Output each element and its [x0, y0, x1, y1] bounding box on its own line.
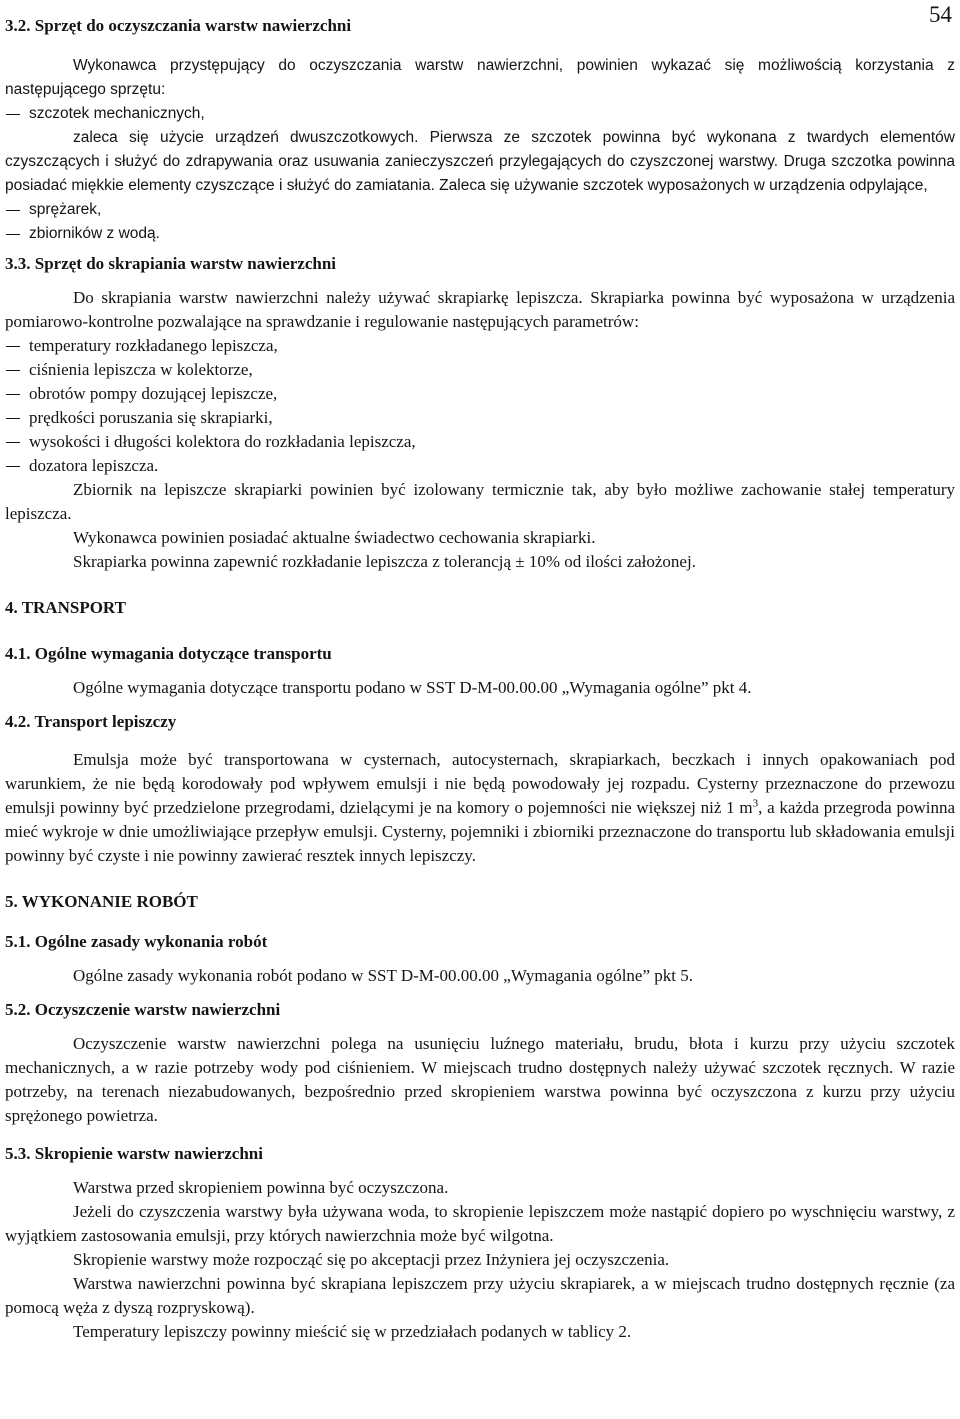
certificate-text: Wykonawca powinien posiadać aktualne świadectwo cechowania skrapiarki.	[73, 528, 596, 547]
section-5-heading: 5. WYKONANIE ROBÓT	[5, 892, 198, 911]
list-item: wysokości i długości kolektora do rozkładania lepiszcza,	[5, 430, 955, 454]
parameters-list	[5, 334, 955, 478]
section-5-2-heading: 5.2. Oczyszczenie warstw nawierzchni	[5, 1000, 281, 1019]
section-5-3-p1: Warstwa przed skropieniem powinna być oczyszczona.	[73, 1178, 449, 1197]
section-4-2-text	[5, 748, 955, 868]
section-5-3-p2: Jeżeli do czyszczenia warstwy była używana woda, to skropienie lepiszczem może nastąpić dopiero po wyschnięciu warstwy, z wyjątkiem zastosowania emulsji, przy których nawierzchnia może być wilgotna.	[5, 1202, 955, 1245]
brush-recommendation: zaleca się użycie urządzeń dwuszczotkowych.	[73, 129, 419, 146]
section-3-3-heading: 3.3. Sprzęt do skrapiania warstw nawierzchni	[5, 254, 337, 273]
section-4-1-text: Ogólne wymagania dotyczące transportu podano w SST D-M-00.00.00 „Wymagania ogólne” pkt 4.	[73, 678, 752, 697]
list-item: prędkości poruszania się skrapiarki,	[5, 406, 955, 430]
emulsion-transport-text: Emulsja może być transportowana w cysternach, autocysternach, skrapiarkach, beczkach i innych opakowaniach pod warunkiem, że nie będą korodowały pod wpływem emulsji i nie będą powodowały jej rozpadu. Cysterny przeznaczone do przewozu emulsji powinny być przedzielone przegrodami, dzielącymi je na komory o pojemności nie większej niż 1 m	[5, 750, 955, 817]
section-4-heading: 4. TRANSPORT	[5, 598, 126, 617]
section-5-3-p3: Skropienie warstwy może rozpocząć się po akceptacji przez Inżyniera jej oczyszczenia.	[73, 1250, 670, 1269]
list-item: ciśnienia lepiszcza w kolektorze,	[5, 358, 955, 382]
additional-equipment-list	[5, 198, 955, 246]
section-5-3-heading: 5.3. Skropienie warstw nawierzchni	[5, 1144, 263, 1163]
equipment-list	[5, 102, 955, 126]
list-item: szczotek mechanicznych,	[5, 102, 955, 126]
section-3-3-intro: Do skrapiania warstw nawierzchni należy używać skrapiarkę lepiszcza. Skrapiarka powinna być wyposażona w urządzenia pomiarowo-kontrolne pozwalające na sprawdzanie i regulowanie następujących parametrów:	[5, 288, 955, 331]
document-body	[5, 14, 955, 1344]
section-5-2-text: Oczyszczenie warstw nawierzchni polega na usunięciu luźnego materiału, brudu, błota i kurzu przy użyciu szczotek mechanicznych, a w razie potrzeby wody pod ciśnieniem. W miejscach trudno dostępnych należy używać szczotek ręcznych. W razie potrzeby, na terenach niezabudowanych, bezpośrednio przed skropieniem warstwa powinna być oczyszczona z kurzu przy użyciu sprężonego powietrza.	[5, 1034, 955, 1125]
brush-second: Druga szczotka powinna posiadać miękkie elementy czyszczące i służyć do zamiatania. Zaleca się używanie szczotek wyposażonych w urządzenia odpylające,	[5, 153, 956, 194]
section-5-3-p5: Temperatury lepiszczy powinny mieścić się w przedziałach podanych w tablicy 2.	[73, 1322, 632, 1341]
cubic-superscript: 3	[752, 797, 759, 810]
section-5-3-p4: Warstwa nawierzchni powinna być skrapiana lepiszczem przy użyciu skrapiarek, a w miejscach trudno dostępnych ręcznie (za pomocą węża z dyszą rozpryskową).	[5, 1274, 955, 1317]
list-item: temperatury rozkładanego lepiszcza,	[5, 334, 955, 358]
section-4-2-heading: 4.2. Transport lepiszczy	[5, 712, 177, 731]
section-5-1-text: Ogólne zasady wykonania robót podano w SST D-M-00.00.00 „Wymagania ogólne” pkt 5.	[73, 966, 693, 985]
section-3-2-intro: Wykonawca przystępujący do oczyszczania warstw nawierzchni, powinien wykazać się możliwością korzystania z następującego sprzętu:	[5, 57, 955, 98]
list-item: dozatora lepiszcza.	[5, 454, 955, 478]
emulsion-transport-text-cont: , a każda przegroda powinna mieć wykroje w dnie umożliwiające przepływ emulsji. Cysterny, pojemniki i zbiorniki przeznaczone do transportu lub składowania emulsji powinny być czyste i nie powinny zawierać resztek innych lepiszczy.	[5, 798, 955, 865]
section-4-1-heading: 4.1. Ogólne wymagania dotyczące transportu	[5, 644, 332, 663]
brush-first: Pierwsza ze szczotek powinna być wykonana z twardych elementów czyszczących i służyć do zdrapywania oraz usuwania zanieczyszczeń przylegających do czyszczonej warstwy.	[5, 129, 955, 170]
section-3-2-heading: 3.2. Sprzęt do oczyszczania warstw nawierzchni	[5, 16, 352, 35]
tolerance-text: Skrapiarka powinna zapewnić rozkładanie lepiszcza z tolerancją ± 10% od ilości założonej.	[73, 552, 696, 571]
list-item: zbiorników z wodą.	[5, 222, 955, 246]
list-item: sprężarek,	[5, 198, 955, 222]
list-item: obrotów pompy dozującej lepiszcze,	[5, 382, 955, 406]
brush-description	[5, 126, 955, 198]
tank-insulation-text: Zbiornik na lepiszcze skrapiarki powinien być izolowany termicznie tak, aby było możliwe zachowanie stałej temperatury lepiszcza.	[5, 480, 955, 523]
section-5-1-heading: 5.1. Ogólne zasady wykonania robót	[5, 932, 268, 951]
page-number: 54	[929, 2, 952, 27]
